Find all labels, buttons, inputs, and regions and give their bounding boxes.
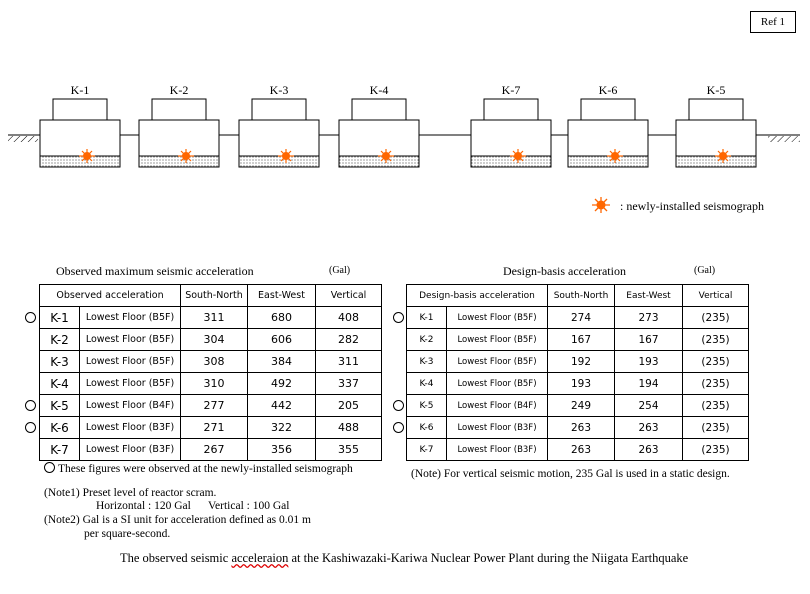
col-header-location: Design-basis acceleration: [407, 285, 548, 307]
vertical-value: (235): [683, 417, 749, 439]
table-row: [40, 351, 382, 373]
location-cell: Lowest Floor (B3F): [447, 439, 548, 461]
note2-continued: per square-second.: [84, 528, 171, 540]
new-seismograph-marker-icon: [25, 400, 36, 411]
table-row: [407, 417, 749, 439]
reactor-building-k-5: [676, 99, 756, 167]
table-row: [40, 417, 382, 439]
unit-name-cell: K-3: [407, 351, 447, 373]
south-north-value: 263: [548, 439, 615, 461]
east-west-value: 263: [615, 439, 683, 461]
east-west-value: 322: [248, 417, 316, 439]
vertical-value: (235): [683, 329, 749, 351]
reference-label: Ref 1: [750, 11, 796, 33]
location-cell: Lowest Floor (B5F): [80, 307, 181, 329]
note2: (Note2) Gal is a SI unit for acceleration defined as 0.01 m: [44, 514, 311, 526]
vertical-value: (235): [683, 307, 749, 329]
east-west-value: 193: [615, 351, 683, 373]
caption-misspelled-word: acceleraion: [231, 551, 289, 565]
table-row: [407, 351, 749, 373]
location-cell: Lowest Floor (B3F): [80, 417, 181, 439]
east-west-value: 384: [248, 351, 316, 373]
location-cell: Lowest Floor (B5F): [80, 351, 181, 373]
vertical-value: (235): [683, 351, 749, 373]
unit-name-cell: K-5: [407, 395, 447, 417]
east-west-value: 356: [248, 439, 316, 461]
vertical-value: 408: [316, 307, 382, 329]
vertical-value: 282: [316, 329, 382, 351]
location-cell: Lowest Floor (B5F): [80, 329, 181, 351]
legend-label: : newly-installed seismograph: [620, 199, 764, 213]
unit-name-cell: K-2: [407, 329, 447, 351]
caption-text-end: at the Kashiwazaki-Kariwa Nuclear Power Plant during the Niigata Earthquake: [288, 551, 689, 565]
col-header-east-west: East-West: [615, 285, 683, 307]
east-west-value: 680: [248, 307, 316, 329]
vertical-value: (235): [683, 395, 749, 417]
east-west-value: 263: [615, 417, 683, 439]
seismograph-icon: [591, 196, 613, 214]
unit-name-cell: K-2: [40, 329, 80, 351]
south-north-value: 277: [181, 395, 248, 417]
east-west-value: 194: [615, 373, 683, 395]
unit-name-cell: K-5: [40, 395, 80, 417]
location-cell: Lowest Floor (B5F): [80, 373, 181, 395]
table-row: [407, 307, 749, 329]
design-table-unit: (Gal): [694, 265, 716, 276]
unit-name-cell: K-6: [407, 417, 447, 439]
table-row: [40, 395, 382, 417]
col-header-east-west: East-West: [248, 285, 316, 307]
east-west-value: 254: [615, 395, 683, 417]
table-row: [407, 329, 749, 351]
observed-table-unit: (Gal): [329, 265, 351, 276]
east-west-value: 606: [248, 329, 316, 351]
vertical-value: (235): [683, 439, 749, 461]
south-north-value: 274: [548, 307, 615, 329]
east-west-value: 167: [615, 329, 683, 351]
new-seismograph-marker-icon: [25, 422, 36, 433]
design-basis-table: [406, 284, 749, 461]
note1-horizontal: Horizontal : 120 Gal: [96, 500, 191, 512]
table-row: [40, 329, 382, 351]
location-cell: Lowest Floor (B5F): [447, 307, 548, 329]
plant-layout-diagram: [0, 0, 810, 230]
figure-caption: [120, 551, 688, 566]
vertical-value: 311: [316, 351, 382, 373]
reactor-building-k-2: [139, 99, 219, 167]
new-seismograph-marker-icon: [393, 400, 404, 411]
design-table-title: Design-basis acceleration: [503, 264, 626, 278]
unit-name-cell: K-6: [40, 417, 80, 439]
observed-acceleration-table: [39, 284, 382, 461]
vertical-value: 337: [316, 373, 382, 395]
south-north-value: 310: [181, 373, 248, 395]
vertical-value: 488: [316, 417, 382, 439]
unit-name-cell: K-1: [40, 307, 80, 329]
south-north-value: 267: [181, 439, 248, 461]
observed-table-title: Observed maximum seismic acceleration: [56, 264, 254, 278]
observed-footnote: These figures were observed at the newly-installed seismograph: [58, 463, 353, 475]
table-row: [40, 307, 382, 329]
unit-label-k-3: K-3: [269, 83, 289, 97]
unit-label-k-2: K-2: [169, 83, 189, 97]
new-seismograph-marker-icon: [393, 422, 404, 433]
south-north-value: 263: [548, 417, 615, 439]
unit-label-k-6: K-6: [598, 83, 618, 97]
unit-label-k-5: K-5: [706, 83, 726, 97]
col-header-vertical: Vertical: [683, 285, 749, 307]
reactor-building-k-1: [40, 99, 120, 167]
unit-label-k-1: K-1: [70, 83, 90, 97]
footnote-circle-icon: [44, 462, 55, 473]
location-cell: Lowest Floor (B5F): [447, 373, 548, 395]
south-north-value: 249: [548, 395, 615, 417]
table-row: [40, 373, 382, 395]
col-header-vertical: Vertical: [316, 285, 382, 307]
south-north-value: 193: [548, 373, 615, 395]
unit-name-cell: K-3: [40, 351, 80, 373]
vertical-value: 205: [316, 395, 382, 417]
vertical-value: 355: [316, 439, 382, 461]
south-north-value: 192: [548, 351, 615, 373]
south-north-value: 167: [548, 329, 615, 351]
col-header-south-north: South-North: [548, 285, 615, 307]
reactor-building-k-3: [239, 99, 319, 167]
reactor-building-k-6: [568, 99, 648, 167]
note1-vertical: Vertical : 100 Gal: [208, 500, 290, 512]
unit-name-cell: K-7: [407, 439, 447, 461]
location-cell: Lowest Floor (B5F): [447, 351, 548, 373]
location-cell: Lowest Floor (B5F): [447, 329, 548, 351]
table-row: [407, 439, 749, 461]
reactor-building-k-7: [471, 99, 551, 167]
design-note: (Note) For vertical seismic motion, 235 Gal is used in a static design.: [411, 468, 730, 480]
vertical-value: (235): [683, 373, 749, 395]
col-header-south-north: South-North: [181, 285, 248, 307]
unit-label-k-4: K-4: [369, 83, 389, 97]
unit-name-cell: K-4: [40, 373, 80, 395]
south-north-value: 308: [181, 351, 248, 373]
table-row: [40, 439, 382, 461]
south-north-value: 271: [181, 417, 248, 439]
south-north-value: 311: [181, 307, 248, 329]
caption-text: The observed seismic: [120, 551, 232, 565]
east-west-value: 442: [248, 395, 316, 417]
east-west-value: 492: [248, 373, 316, 395]
location-cell: Lowest Floor (B4F): [447, 395, 548, 417]
new-seismograph-marker-icon: [25, 312, 36, 323]
south-north-value: 304: [181, 329, 248, 351]
col-header-location: Observed acceleration: [40, 285, 181, 307]
location-cell: Lowest Floor (B4F): [80, 395, 181, 417]
unit-label-k-7: K-7: [501, 83, 521, 97]
table-row: [407, 373, 749, 395]
note1: (Note1) Preset level of reactor scram.: [44, 487, 217, 499]
unit-name-cell: K-7: [40, 439, 80, 461]
legend: [620, 199, 764, 214]
unit-name-cell: K-1: [407, 307, 447, 329]
reactor-building-k-4: [339, 99, 419, 167]
east-west-value: 273: [615, 307, 683, 329]
table-row: [407, 395, 749, 417]
unit-name-cell: K-4: [407, 373, 447, 395]
location-cell: Lowest Floor (B3F): [80, 439, 181, 461]
location-cell: Lowest Floor (B3F): [447, 417, 548, 439]
new-seismograph-marker-icon: [393, 312, 404, 323]
